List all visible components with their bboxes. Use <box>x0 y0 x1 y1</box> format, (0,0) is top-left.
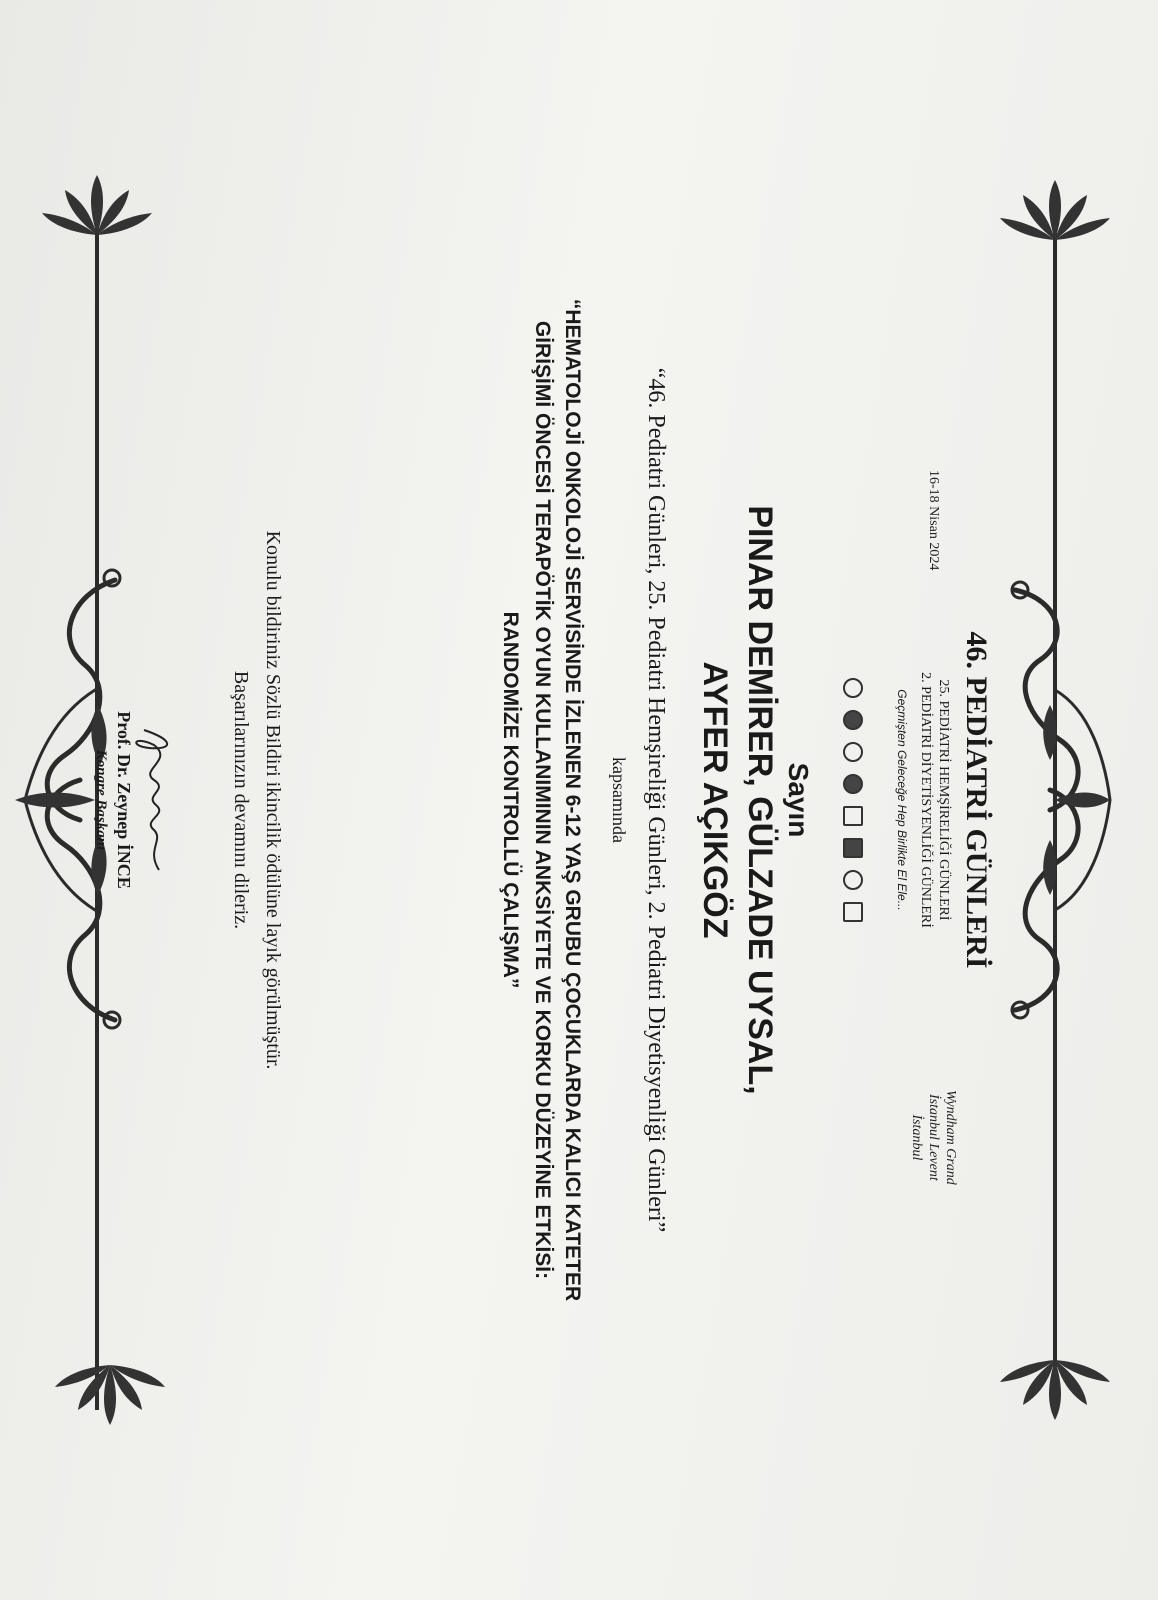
congress-subtitle: 2. PEDİATRİ DİYETİSYENLİĞİ GÜNLERİ <box>918 672 933 928</box>
logo-3-icon <box>843 742 863 762</box>
venue-line: İstanbul Levent <box>926 1094 941 1181</box>
paper-title: RANDOMİZE KONTROLLÜ ÇALIŞMA” <box>499 611 522 989</box>
wish-text: Başarılarınızın devamını dileriz. <box>230 670 252 930</box>
logo-8-icon <box>843 902 863 922</box>
scope-word: kapsamında <box>609 757 629 843</box>
logo-4-icon <box>843 774 863 794</box>
paper-title: “HEMATOLOJİ ONKOLOJİ SERVİSİNDE İZLENEN 6-12 YAŞ GRUBU ÇOCUKLARDA KALICI KATETER <box>561 298 584 1302</box>
paper-title: GİRİŞİMİ ÖNCESİ TERAPÖTİK OYUN KULLANIMININ ANKSİYETE VE KORKU DÜZEYİNE ETKİSİ: <box>531 320 554 1280</box>
certificate-content <box>79 80 1079 1520</box>
venue-line: İstanbul <box>909 1114 924 1161</box>
logo-7-icon <box>843 870 863 890</box>
congress-title: 46. PEDİATRİ GÜNLERİ <box>960 631 993 969</box>
event-date: 16-18 Nisan 2024 <box>926 470 941 571</box>
venue-line: Wyndham Grand <box>943 1090 958 1185</box>
congress-subtitle: 25. PEDİATRİ HEMŞİRELİĞİ GÜNLERİ <box>936 679 951 921</box>
event-line: “46. Pediatri Günleri, 25. Pediatri Hemşireliği Günleri, 2. Pediatri Diyetisyenliği Günleri” <box>643 367 669 1233</box>
award-text: Konulu bildiriniz Sözlü Bildiri ikincilik ödülüne layık görülmüştür. <box>262 530 284 1070</box>
salutation: Sayın <box>783 762 814 838</box>
signer-name: Prof. Dr. Zeynep İNCE <box>114 711 134 889</box>
venue-block <box>908 1090 959 1185</box>
logo-5-icon <box>843 806 863 826</box>
recipient-names: PINAR DEMİRER, GÜLZADE UYSAL, <box>741 505 779 1095</box>
sponsor-logos <box>843 80 863 1520</box>
logo-1-icon <box>843 678 863 698</box>
logo-2-icon <box>843 710 863 730</box>
congress-motto: Geçmişten Geleceğe Hep Birlikte El Ele... <box>895 689 909 911</box>
signer-role: Kongre Başkanı <box>93 749 109 851</box>
recipient-names: AYFER AÇIKGÖZ <box>696 661 734 939</box>
logo-6-icon <box>843 838 863 858</box>
